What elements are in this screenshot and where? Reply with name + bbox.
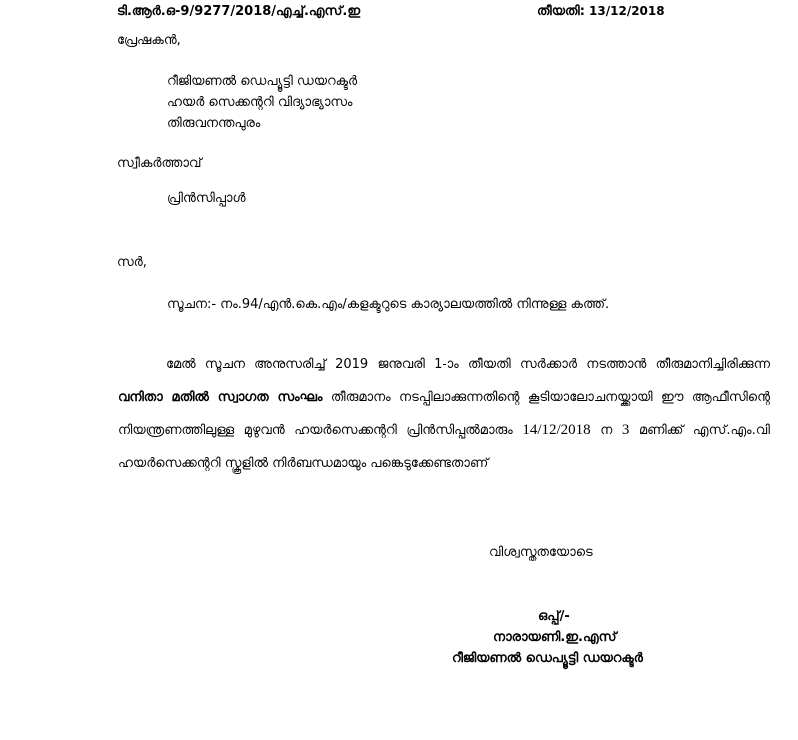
sender-line-3: തിരുവനന്തപുരം bbox=[167, 116, 261, 131]
sender-line-2: ഹയർ സെക്കന്ററി വിദ്യാഭ്യാസം bbox=[167, 95, 353, 110]
body-text-3: ന bbox=[590, 423, 622, 438]
meeting-date: 14/12/2018 bbox=[522, 422, 591, 438]
recipient-name: പ്രിൻസിപ്പാൾ bbox=[167, 191, 246, 206]
body-text-2: തീരുമാനം നടപ്പിലാക്കുന്നതിന്റെ കൂടിയാലോചനയ്ക്കായി ഈ ആഫീസിന്റെ നിയന്ത്രണത്തിലുള്ള മുഴുവൻ ഹയർസെക്കന്ററി പ്രിൻസിപ്പൽമാരും bbox=[118, 389, 770, 438]
signature-name: നാരായണി.ഇ.എസ് bbox=[493, 630, 617, 645]
signature-designation: റീജിയണൽ ഡെപ്യൂട്ടി ഡയറക്ടർ bbox=[452, 651, 643, 666]
reference-number: ടി.ആർ.ഒ-9/9277/2018/എച്ച്.എസ്.ഇ bbox=[117, 4, 361, 19]
body-highlight: വനിതാ മതിൽ സ്വാഗത സംഘം bbox=[118, 389, 323, 405]
signature-signed: ഒപ്പ്/- bbox=[538, 609, 570, 624]
subject-reference: സൂചന:- നം.94/എൻ.കെ.എം/കളക്ടറുടെ കാര്യാലയത്തിൽ നിന്നുള്ള കത്ത്. bbox=[167, 297, 610, 312]
closing: വിശ്വസ്തതയോടെ bbox=[489, 545, 593, 560]
sender-label: പ്രേഷകൻ, bbox=[117, 33, 181, 48]
date-label: തീയതി: bbox=[537, 4, 585, 19]
letter-body bbox=[118, 349, 770, 480]
letter-date bbox=[537, 4, 665, 19]
meeting-hour: 3 bbox=[621, 422, 630, 438]
body-text-1: മേൽ സൂചന അനുസരിച്ച് 2019 ജനുവരി 1-ാം തീയതി സർക്കാർ നടത്താൻ തീരുമാനിച്ചിരിക്കുന്ന bbox=[166, 357, 770, 372]
body-text-4: മണിക്ക് എസ്.എം.വി ഹയർസെക്കന്ററി സ്കൂളിൽ നിർബന്ധമായും പങ്കെടുക്കേണ്ടതാണ് bbox=[118, 423, 770, 471]
salutation: സർ, bbox=[117, 255, 147, 270]
date-value: 13/12/2018 bbox=[589, 4, 665, 18]
sender-line-1: റീജിയണൽ ഡെപ്യൂട്ടി ഡയറക്ടർ bbox=[167, 74, 358, 89]
recipient-label: സ്വീകർത്താവ് bbox=[117, 156, 202, 171]
